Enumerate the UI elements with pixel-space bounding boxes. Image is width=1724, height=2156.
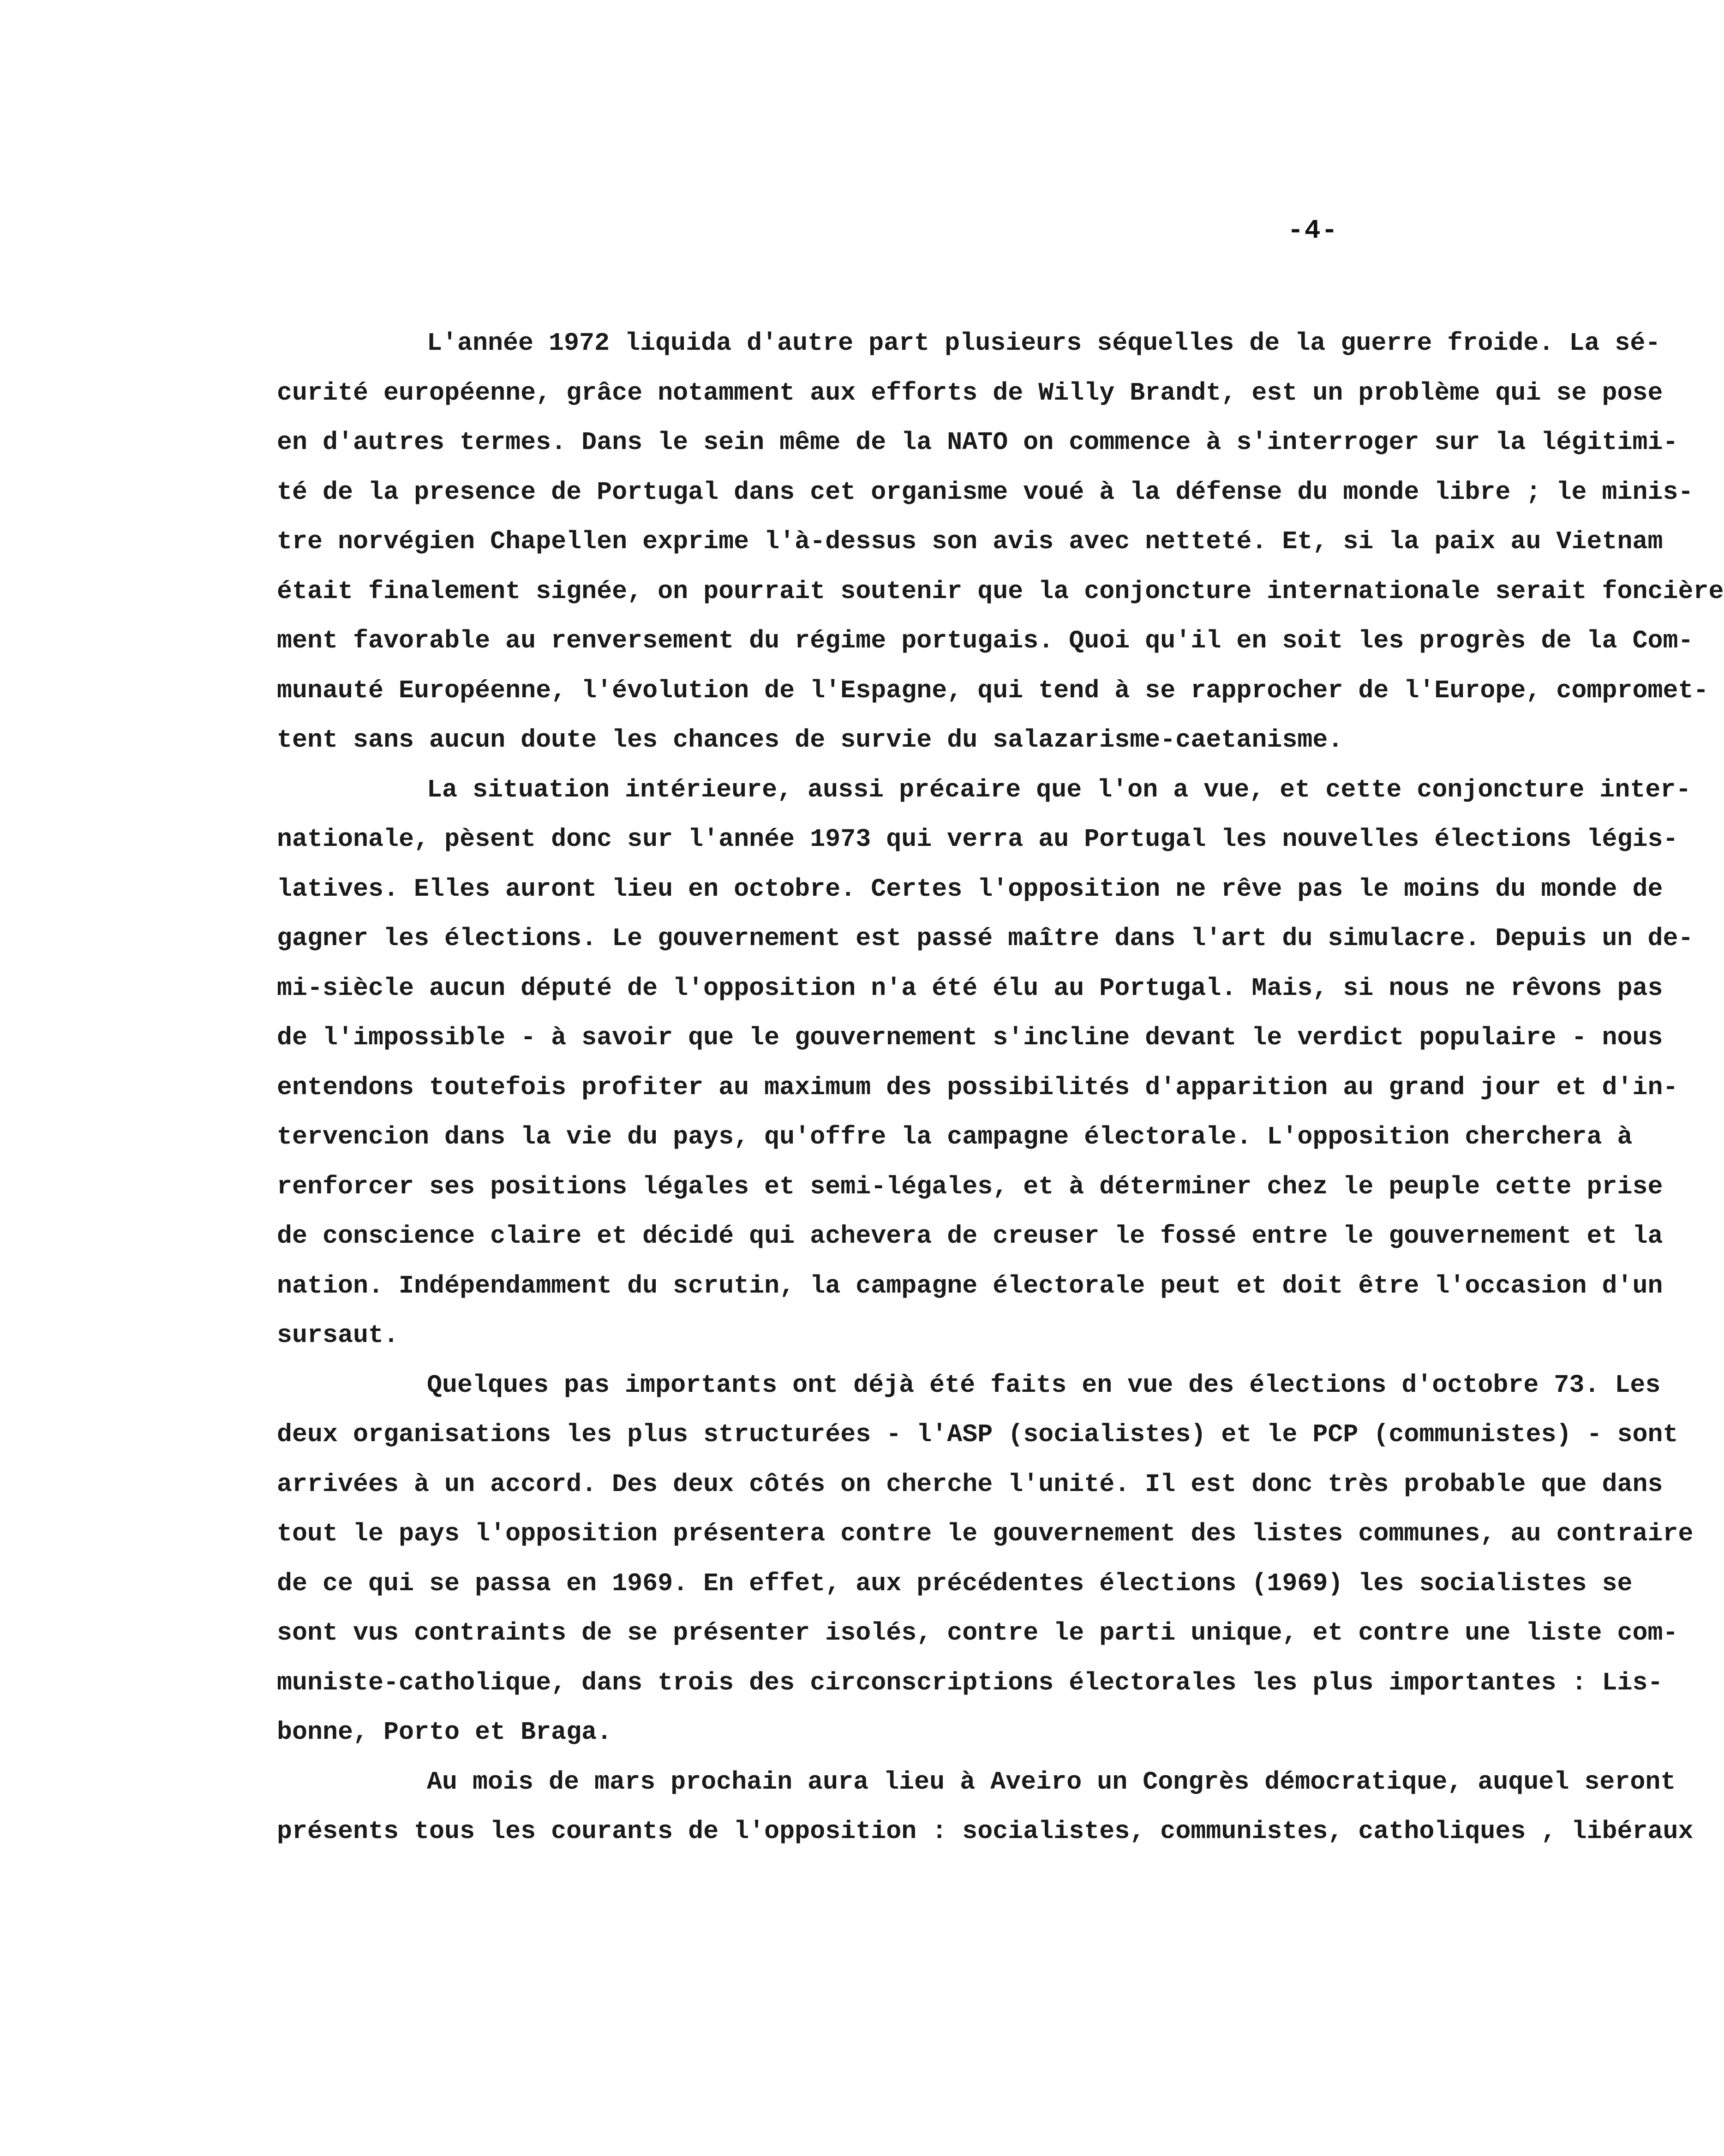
text-line: sursaut. (277, 1321, 399, 1350)
text-line: nation. Indépendamment du scrutin, la campagne électorale peut et doit être l'occasion d'un (277, 1271, 1663, 1300)
text-line: tre norvégien Chapellen exprime l'à-dessus son avis avec netteté. Et, si la paix au Vietnam (277, 527, 1663, 556)
text-line: était finalement signée, on pourrait soutenir que la conjoncture internationale serait foncière (277, 576, 1724, 606)
text-line: entendons toutefois profiter au maximum des possibilités d'apparition au grand jour et d'in- (277, 1072, 1678, 1102)
text-line: latives. Elles auront lieu en octobre. Certes l'opposition ne rêve pas le moins du monde de (277, 874, 1663, 904)
text-line: présents tous les courants de l'opposition : socialistes, communistes, catholiques , libéraux (277, 1817, 1694, 1846)
text-line: deux organisations les plus structurées - l'ASP (socialistes) et le PCP (communistes) - sont (277, 1420, 1678, 1449)
text-line: gagner les élections. Le gouvernement est passé maître dans l'art du simulacre. Depuis un de- (277, 924, 1694, 953)
text-line: té de la presence de Portugal dans cet organisme voué à la défense du monde libre ; le minis- (277, 477, 1694, 507)
text-line: L'année 1972 liquida d'autre part plusieurs séquelles de la guerre froide. La sé- (427, 329, 1661, 358)
text-line: tout le pays l'opposition présentera contre le gouvernement des listes communes, au contraire (277, 1519, 1694, 1548)
text-line: de ce qui se passa en 1969. En effet, aux précédentes élections (1969) les socialistes se (277, 1569, 1633, 1598)
paragraph-4 (127, 1757, 1694, 1857)
text-line: ment favorable au renversement du régime portugais. Quoi qu'il en soit les progrès de la Com- (277, 626, 1694, 655)
paragraph-2 (127, 765, 1694, 1360)
text-line: sont vus contraints de se présenter isolés, contre le parti unique, et contre une liste com- (277, 1618, 1678, 1647)
page-number: -4- (1287, 216, 1339, 246)
text-line: de l'impossible - à savoir que le gouvernement s'incline devant le verdict populaire - nous (277, 1023, 1663, 1052)
text-line: tent sans aucun doute les chances de survie du salazarisme-caetanisme. (277, 725, 1343, 755)
text-line: munauté Européenne, l'évolution de l'Espagne, qui tend à se rapprocher de l'Europe, compromet- (277, 676, 1709, 705)
text-line: de conscience claire et décidé qui achevera de creuser le fossé entre le gouvernement et la (277, 1222, 1663, 1251)
text-line: Au mois de mars prochain aura lieu à Aveiro un Congrès démocratique, auquel seront (427, 1767, 1676, 1797)
text-line: La situation intérieure, aussi précaire que l'on a vue, et cette conjoncture inter- (427, 775, 1691, 804)
text-line: arrivées à un accord. Des deux côtés on cherche l'unité. Il est donc très probable que dans (277, 1469, 1663, 1499)
text-line: renforcer ses positions légales et semi-légales, et à déterminer chez le peuple cette prise (277, 1172, 1663, 1201)
body-text (127, 318, 1724, 1857)
text-line: bonne, Porto et Braga. (277, 1718, 612, 1747)
text-line: muniste-catholique, dans trois des circonscriptions électorales les plus importantes : Lis- (277, 1668, 1663, 1697)
text-line: mi-siècle aucun député de l'opposition n'a été élu au Portugal. Mais, si nous ne rêvons pas (277, 973, 1663, 1003)
text-line: Quelques pas importants ont déjà été faits en vue des élections d'octobre 73. Les (427, 1370, 1661, 1400)
text-line: en d'autres termes. Dans le sein même de la NATO on commence à s'interroger sur la légitimi- (277, 428, 1678, 457)
text-line: tervencion dans la vie du pays, qu'offre la campagne électorale. L'opposition cherchera à (277, 1122, 1633, 1151)
text-line: curité européenne, grâce notamment aux efforts de Willy Brandt, est un problème qui se pose (277, 378, 1663, 407)
paragraph-3 (127, 1360, 1694, 1757)
paragraph-1 (127, 318, 1724, 765)
text-line: nationale, pèsent donc sur l'année 1973 qui verra au Portugal les nouvelles élections légis- (277, 825, 1678, 854)
